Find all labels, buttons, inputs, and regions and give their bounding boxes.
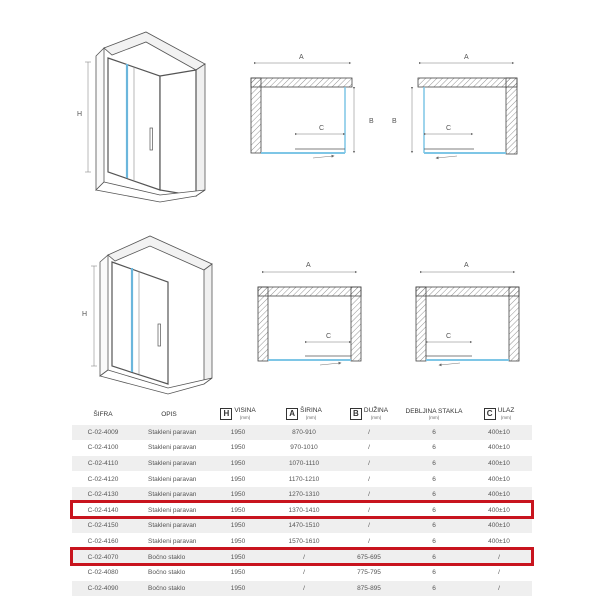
- cell-entry: 400±10: [466, 440, 532, 456]
- cell-entry: 400±10: [466, 502, 532, 518]
- h-dimension-icon: H: [220, 408, 232, 420]
- plan-view-bottom-right: [416, 262, 519, 365]
- cell-sku: C-02-4070: [72, 549, 134, 565]
- cell-length: /: [336, 440, 402, 456]
- header-debljina-unit: (mm): [428, 415, 440, 420]
- cell-description: Stakleni paravan: [134, 502, 204, 518]
- cell-length: /: [336, 518, 402, 534]
- cell-width: 1270-1310: [272, 487, 336, 503]
- cell-thickness: 6: [402, 440, 466, 456]
- cell-sku: C-02-4009: [72, 425, 134, 441]
- cell-height: 1950: [204, 471, 272, 487]
- cell-height: 1950: [204, 487, 272, 503]
- b-dimension-icon: B: [350, 408, 362, 420]
- label-b-1: B: [369, 118, 374, 125]
- cell-entry: 400±10: [466, 471, 532, 487]
- cell-thickness: 6: [402, 534, 466, 550]
- label-h-bottom: H: [82, 311, 88, 318]
- label-h-top: H: [77, 111, 83, 118]
- cell-length: /: [336, 471, 402, 487]
- cell-height: 1950: [204, 440, 272, 456]
- cell-thickness: 6: [402, 565, 466, 581]
- cell-height: 1950: [204, 534, 272, 550]
- header-ulaz-label: ULAZ: [497, 407, 515, 414]
- spec-table: [72, 404, 532, 596]
- header-duzina: [336, 404, 402, 425]
- cell-width: 1370-1410: [272, 502, 336, 518]
- label-b-2: B: [392, 118, 397, 125]
- cell-thickness: 6: [402, 518, 466, 534]
- cell-length: /: [336, 425, 402, 441]
- cell-description: Stakleni paravan: [134, 518, 204, 534]
- cell-sku: C-02-4100: [72, 440, 134, 456]
- header-sirina-label: ŠIRINA: [300, 407, 322, 414]
- cell-entry: /: [466, 580, 532, 595]
- label-c-2: C: [446, 125, 452, 132]
- cell-description: Bočno staklo: [134, 549, 204, 565]
- cell-description: Stakleni paravan: [134, 471, 204, 487]
- cell-height: 1950: [204, 502, 272, 518]
- header-visina-label: VISINA: [234, 407, 256, 414]
- cell-sku: C-02-4090: [72, 580, 134, 595]
- header-debljina-label: DEBLJINA STAKLA: [405, 408, 463, 415]
- cell-width: 970-1010: [272, 440, 336, 456]
- cell-width: 1070-1110: [272, 456, 336, 472]
- header-visina: [204, 404, 272, 425]
- cell-entry: /: [466, 549, 532, 565]
- cell-description: Stakleni paravan: [134, 456, 204, 472]
- cell-description: Bočno staklo: [134, 565, 204, 581]
- cell-thickness: 6: [402, 487, 466, 503]
- cell-width: /: [272, 580, 336, 595]
- cell-length: /: [336, 502, 402, 518]
- header-duzina-unit: (mm): [370, 415, 382, 420]
- header-visina-unit: (mm): [239, 415, 251, 420]
- cell-length: 775-795: [336, 565, 402, 581]
- cell-length: 875-895: [336, 580, 402, 595]
- cell-sku: C-02-4080: [72, 565, 134, 581]
- table-row: [72, 580, 532, 595]
- label-a-3: A: [306, 262, 311, 269]
- cell-description: Bočno staklo: [134, 580, 204, 595]
- label-a-2: A: [464, 54, 469, 61]
- cell-entry: 400±10: [466, 518, 532, 534]
- table-row: [72, 549, 532, 565]
- cell-description: Stakleni paravan: [134, 440, 204, 456]
- header-ulaz-unit: (mm): [500, 415, 512, 420]
- cell-width: /: [272, 565, 336, 581]
- cell-sku: C-02-4120: [72, 471, 134, 487]
- table-row: [72, 440, 532, 456]
- cell-length: /: [336, 534, 402, 550]
- plan-view-bottom-left: [258, 262, 361, 365]
- cell-sku: C-02-4160: [72, 534, 134, 550]
- cell-height: 1950: [204, 565, 272, 581]
- header-duzina-label: DUŽINA: [363, 407, 389, 414]
- cell-height: 1950: [204, 425, 272, 441]
- label-c-1: C: [319, 125, 325, 132]
- label-c-4: C: [446, 333, 452, 340]
- table-row: [72, 518, 532, 534]
- table-row: [72, 502, 532, 518]
- cell-description: Stakleni paravan: [134, 487, 204, 503]
- cell-width: /: [272, 549, 336, 565]
- header-sirina-unit: (mm): [305, 415, 317, 420]
- table-row: [72, 487, 532, 503]
- cell-sku: C-02-4110: [72, 456, 134, 472]
- cell-sku: C-02-4150: [72, 518, 134, 534]
- cell-thickness: 6: [402, 471, 466, 487]
- table-row: [72, 456, 532, 472]
- table-row: [72, 471, 532, 487]
- cell-width: 1170-1210: [272, 471, 336, 487]
- cell-thickness: 6: [402, 549, 466, 565]
- header-opis: OPIS: [134, 404, 204, 425]
- table-row: [72, 565, 532, 581]
- cell-height: 1950: [204, 549, 272, 565]
- cell-sku: C-02-4140: [72, 502, 134, 518]
- cell-width: 870-910: [272, 425, 336, 441]
- header-debljina: [402, 404, 466, 425]
- label-c-3: C: [326, 333, 332, 340]
- label-a-4: A: [464, 262, 469, 269]
- cell-height: 1950: [204, 580, 272, 595]
- cell-entry: /: [466, 565, 532, 581]
- cell-length: /: [336, 456, 402, 472]
- plan-view-top-left: [251, 54, 374, 158]
- table-header-row: [72, 404, 532, 425]
- a-dimension-icon: A: [286, 408, 298, 420]
- table-row: [72, 534, 532, 550]
- cell-length: 675-695: [336, 549, 402, 565]
- cell-length: /: [336, 487, 402, 503]
- cell-thickness: 6: [402, 502, 466, 518]
- header-ulaz: [466, 404, 532, 425]
- cell-width: 1570-1610: [272, 534, 336, 550]
- cell-thickness: 6: [402, 456, 466, 472]
- iso-corner-enclosure: [77, 32, 205, 202]
- cell-description: Stakleni paravan: [134, 534, 204, 550]
- cell-thickness: 6: [402, 580, 466, 595]
- cell-entry: 400±10: [466, 534, 532, 550]
- cell-description: Stakleni paravan: [134, 425, 204, 441]
- cell-height: 1950: [204, 456, 272, 472]
- table-row: [72, 425, 532, 441]
- cell-sku: C-02-4130: [72, 487, 134, 503]
- cell-height: 1950: [204, 518, 272, 534]
- cell-thickness: 6: [402, 425, 466, 441]
- cell-entry: 400±10: [466, 425, 532, 441]
- label-a-1: A: [299, 54, 304, 61]
- iso-niche-enclosure: [82, 236, 212, 394]
- cell-entry: 400±10: [466, 456, 532, 472]
- header-sifra: ŠIFRA: [72, 404, 134, 425]
- header-sirina: [272, 404, 336, 425]
- c-dimension-icon: C: [484, 408, 496, 420]
- cell-width: 1470-1510: [272, 518, 336, 534]
- plan-view-top-right: [392, 54, 517, 158]
- cell-entry: 400±10: [466, 487, 532, 503]
